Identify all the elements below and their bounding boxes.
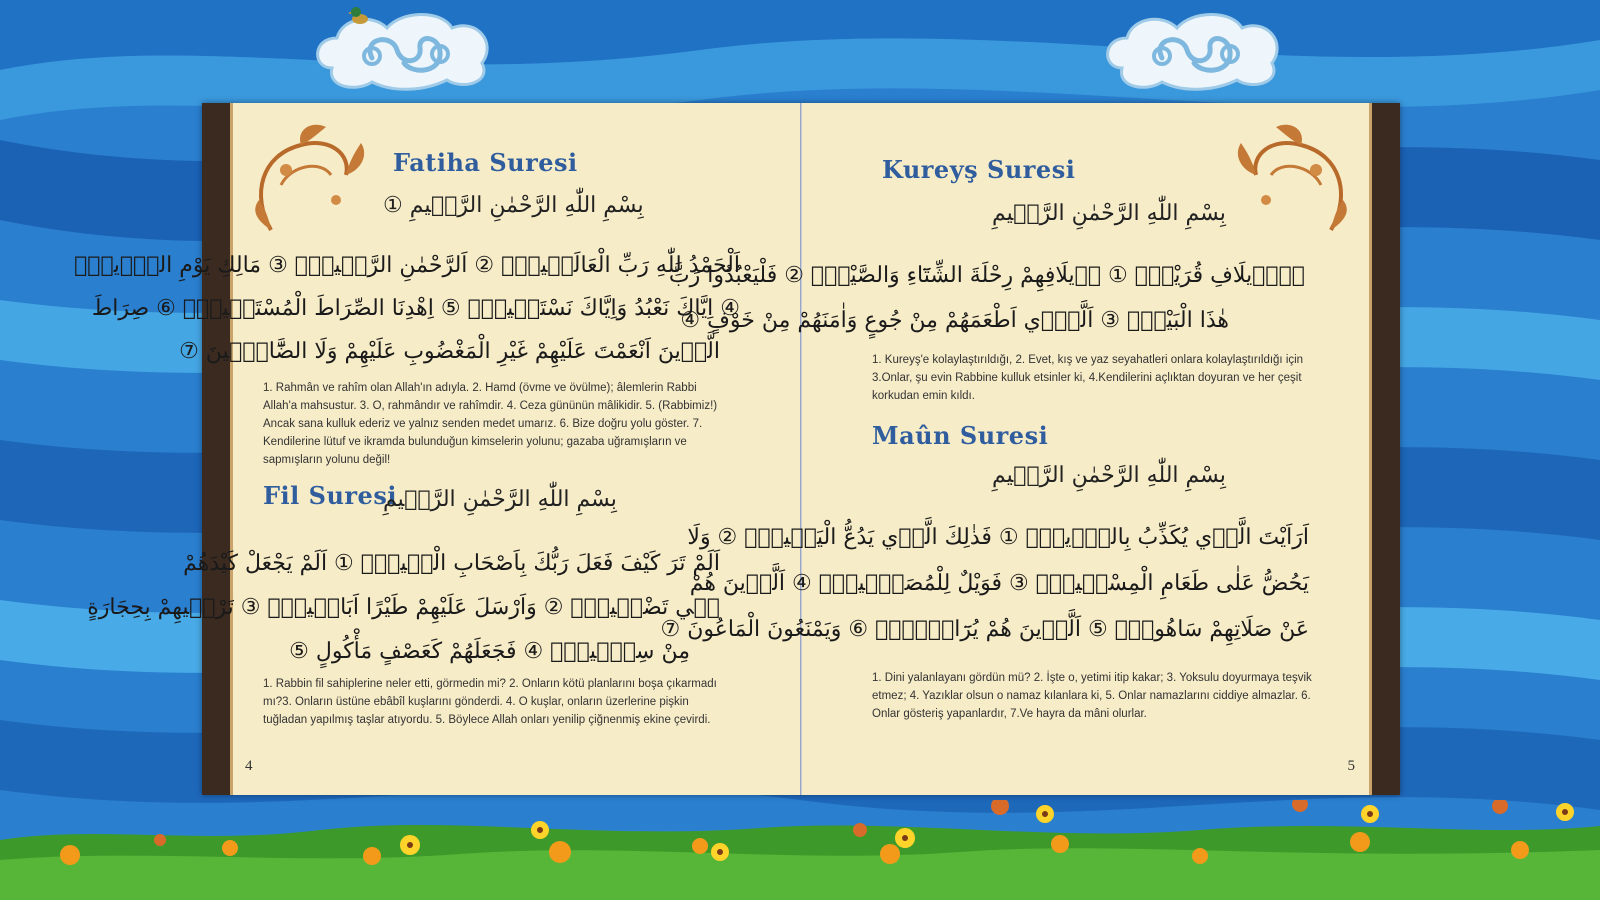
maun-ayah-line[interactable]: اَرَاَيْتَ الَّذ۪ي يُكَذِّبُ بِالدّ۪ينِۜ ① فَذٰلِكَ الَّذ۪ي يَدُعُّ الْيَت۪يمَۙ ② وَلَا [687, 525, 1309, 550]
fil-translation: 1. Rabbin fil sahiplerine neler etti, görmedin mi? 2. Onların kötü planlarını boşa çıkarmadı mı?3. Onların üstüne ebâbîl kuşlarını gönderdi. 4. O kuşlar, onların üzerlerine pişkin tuğladan yapılmış taşlar atıyordu. 5. Böylece Allah onları yenilip çiğnenmiş ekine çevirdi. [263, 678, 717, 726]
fatiha-besmele: بِسْمِ اللّٰهِ الرَّحْمٰنِ الرَّح۪يمِ ① [383, 193, 644, 218]
maun-translation: 1. Dini yalanlayanı gördün mü? 2. İşte o, yetimi itip kakar; 3. Yoksulu doyurmaya teşvik etmez; 4. Yazıklar olsun o namaz kılanlara ki, 5. Onlar namazlarını ciddiye almazlar. 6. Onlar gösteriş yapanlardır, 7.Ve hayra da mâni olurlar. [872, 672, 1312, 720]
fil-besmele: بِسْمِ اللّٰهِ الرَّحْمٰنِ الرَّح۪يمِ [383, 487, 617, 512]
left-page[interactable] [74, 103, 801, 795]
fatiha-ayah-line[interactable]: الَّذ۪ينَ اَنْعَمْتَ عَلَيْهِمْ غَيْرِ الْمَغْضُوبِ عَلَيْهِمْ وَلَا الضَّٓالّ۪ينَ ⑦ [179, 339, 720, 364]
maun-ayah-line[interactable]: يَحُضُّ عَلٰى طَعَامِ الْمِسْك۪ينِۜ ③ فَوَيْلٌ لِلْمُصَلّ۪ينَۙ ④ اَلَّذ۪ينَ هُمْ [689, 571, 1309, 596]
grass-with-flowers [0, 800, 1600, 900]
book-right-edge [1369, 103, 1400, 795]
next-page-cloud-button[interactable] [1102, 8, 1286, 92]
fil-ayah-line[interactable]: ف۪ي تَضْل۪يلٍۙ ② وَاَرْسَلَ عَلَيْهِمْ طَيْرًا اَبَاب۪يلَۙ ③ تَرْم۪يهِمْ بِحِجَارَةٍ [87, 595, 720, 620]
cloud-icon [1102, 8, 1286, 92]
fatiha-ayah-line[interactable]: اَلْحَمْدُ لِلّٰهِ رَبِّ الْعَالَم۪ينَۙ ② اَلرَّحْمٰنِ الرَّح۪يمِۙ ③ مَالِكِ يَوْمِ الدّ۪ينِۜ [74, 253, 740, 278]
fatiha-translation: 1. Rahmân ve rahîm olan Allah'ın adıyla. 2. Hamd (övme ve övülme); âlemlerin Rabbi Allah'a mahsustur. 3. O, rahmândır ve rahîmdir. 4. Ceza gününün mâlikidir. 5. (Rabbimiz!) Ancak sana kulluk ederiz ve yalnız senden medet umarız. 6. Bize doğru yolu göster. 7. Kendilerine lütuf ve ikramda bulunduğun kimselerin yolunu; gazaba uğramışların ve sapmışların yolunu değil! [263, 382, 718, 466]
fatiha-title: Fatiha Suresi [393, 148, 578, 177]
cloud-icon [312, 8, 496, 92]
open-book [74, 103, 1400, 795]
maun-title: Maûn Suresi [872, 421, 1049, 450]
fil-ayah-line[interactable]: اَلَمْ تَرَ كَيْفَ فَعَلَ رَبُّكَ بِاَصْحَابِ الْف۪يلِۜ ① اَلَمْ يَجْعَلْ كَيْدَهُمْ [183, 551, 720, 576]
kureys-title: Kureyş Suresi [882, 155, 1076, 184]
fatiha-ayah-line[interactable]: ④ اِيَّاكَ نَعْبُدُ وَاِيَّاكَ نَسْتَع۪ينُۜ ⑤ اِهْدِنَا الصِّرَاطَ الْمُسْتَق۪يمَۙ ⑥ صِرَاطَ [91, 296, 740, 321]
floral-ornament-icon [1231, 115, 1361, 235]
fil-title: Fil Suresi [263, 481, 397, 510]
fil-ayah-line[interactable]: مِنْ سِجّ۪يلٍۙ ④ فَجَعَلَهُمْ كَعَصْفٍ مَأْكُولٍ ⑤ [289, 639, 690, 664]
maun-besmele: بِسْمِ اللّٰهِ الرَّحْمٰنِ الرَّح۪يمِ [992, 463, 1226, 488]
kureys-ayah-line[interactable]: هٰذَا الْبَيْتِۙ ③ اَلَّذ۪ٓي اَطْعَمَهُمْ مِنْ جُوعٍ وَاٰمَنَهُمْ مِنْ خَوْفٍ ④ [680, 308, 1229, 333]
floral-ornament-icon [241, 115, 371, 235]
kureys-besmele: بِسْمِ اللّٰهِ الرَّحْمٰنِ الرَّح۪يمِ [992, 201, 1226, 226]
duck-icon [348, 4, 370, 26]
right-page[interactable] [660, 103, 1369, 795]
kureys-ayah-line[interactable]: لِا۪يلَافِ قُرَيْشٍۙ ① ا۪يلَافِهِمْ رِحْلَةَ الشِّتَٓاءِ وَالصَّيْفِۚ ② فَلْيَعْبُدُوا رَبَّ [668, 263, 1305, 288]
page-number-right: 5 [1347, 758, 1355, 774]
previous-page-cloud-button[interactable] [312, 8, 496, 92]
maun-ayah-line[interactable]: عَنْ صَلَاتِهِمْ سَاهُونَۙ ⑤ اَلَّذ۪ينَ هُمْ يُرَٓاؤُ۫نَۙ ⑥ وَيَمْنَعُونَ الْمَاعُونَ ⑦ [660, 617, 1309, 642]
kureys-translation: 1. Kureyş'e kolaylaştırıldığı, 2. Evet, kış ve yaz seyahatleri onlara kolaylaştırıldığı için 3.Onlar, şu evin Rabbine kulluk etsinler ki, 4.Kendilerini açlıktan doyuran ve her çeşit korkudan emin kıldı. [872, 354, 1304, 402]
page-number-left: 4 [245, 758, 253, 774]
book-left-edge [202, 103, 233, 795]
